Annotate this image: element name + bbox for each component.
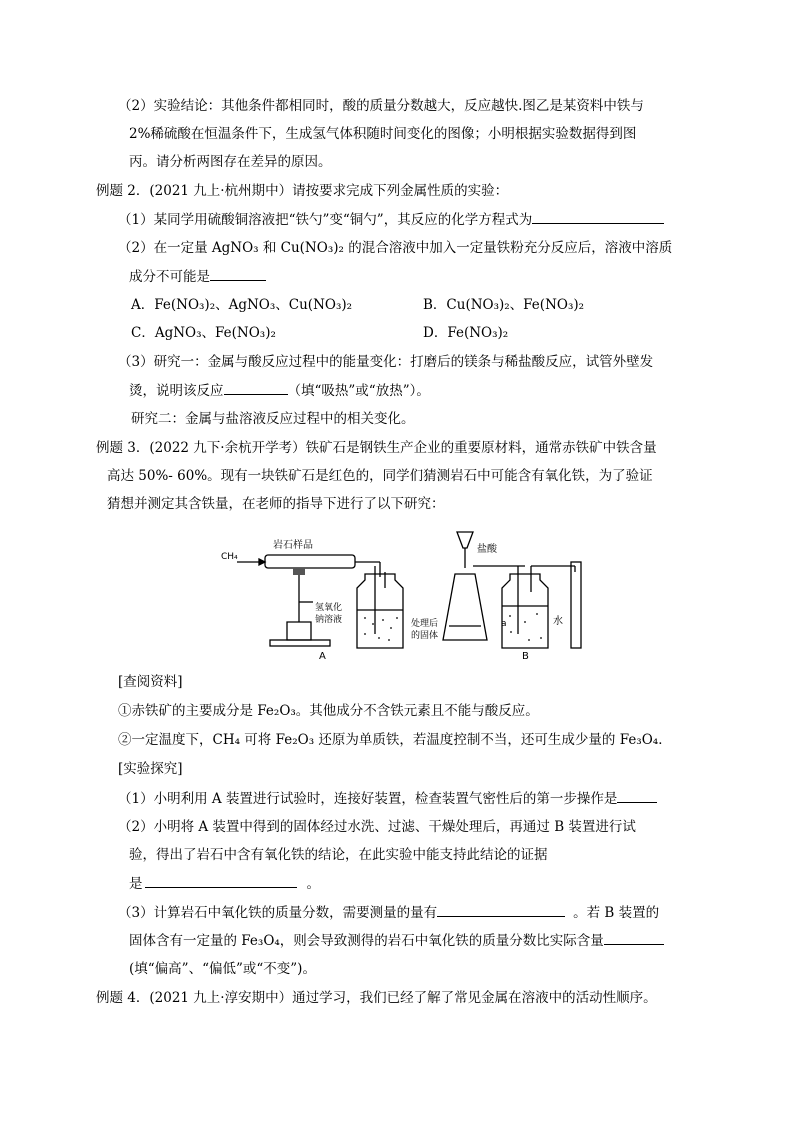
section-heading: [实验探究] <box>118 761 183 777</box>
question-text: （1）小明利用 A 装置进行试验时，连接好装置，检查装置气密性后的第一步操作是 <box>118 791 618 807</box>
text-line: 研究二：金属与盐溶液反应过程中的相关变化。 <box>131 411 415 427</box>
question-text: （3）计算岩石中氧化铁的质量分数，需要测量的量有 <box>118 905 438 921</box>
naoh-label-2: 钠溶液 <box>315 615 343 625</box>
example-2-heading: 例题 2．(2021 九上·杭州期中）请按要求完成下列金属性质的实验： <box>96 183 509 199</box>
naoh-label-1: 氢氧化 <box>315 603 343 613</box>
question-text: 。若 B 装置的 <box>573 905 660 921</box>
text-line: 2%稀硫酸在恒温条件下，生成氢气体积随时间变化的图像；小明根据实验数据得到图 <box>129 126 637 142</box>
question-line <box>118 209 664 230</box>
question-line <box>129 380 430 401</box>
question-line <box>129 266 266 287</box>
ch4-label: CH₄ <box>221 552 238 562</box>
text-line: （2）小明将 A 装置中得到的固体经过水洗、过滤、干燥处理后，再通过 B 装置进行试 <box>118 819 636 835</box>
question-text: 固体含有一定量的 Fe₃O₄，则会导致测得的岩石中氧化铁的质量分数比实际含量 <box>129 933 604 949</box>
solid-label-2: 的固体 <box>411 631 439 641</box>
question-text: 成分不可能是 <box>129 269 210 285</box>
text-line: 猜想并测定其含铁量，在老师的指导下进行了以下研究： <box>107 496 445 512</box>
acid-label: 盐酸 <box>477 544 497 555</box>
text-line: 高达 50%- 60%。现有一块铁矿石是红色的，同学们猜测岩石中可能含有氧化铁，为了验证 <box>107 468 653 484</box>
text-line: ②一定温度下，CH₄ 可将 Fe₂O₃ 还原为单质铁，若温度控制不当，还可生成少量的 Fe₃O₄． <box>118 732 672 748</box>
question-text: 烫，说明该反应 <box>129 383 224 399</box>
question-text: 是 <box>129 876 143 892</box>
text-line: 丙。请分析两图存在差异的原因。 <box>129 154 332 170</box>
answer-blank[interactable] <box>145 873 297 888</box>
option-d: D．Fe(NO₃)₂ <box>423 325 509 341</box>
answer-blank[interactable] <box>224 380 288 395</box>
question-line <box>129 873 320 894</box>
question-line <box>118 902 659 923</box>
option-a: A．Fe(NO₃)₂、AgNO₃、Cu(NO₃)₂ <box>131 297 353 313</box>
question-text: （填“吸热”或“放热”）。 <box>287 383 430 399</box>
example-3-heading: 例题 3．(2022 九下·余杭开学考）铁矿石是钢铁生产企业的重要原材料，通常赤铁矿中铁含量 <box>96 440 657 456</box>
solid-label-1: 处理后 <box>411 619 439 629</box>
text-line: 验，得出了岩石中含有氧化铁的结论，在此实验中能支持此结论的证据 <box>129 847 548 863</box>
example-4-heading: 例题 4．(2021 九上·淳安期中）通过学习，我们已经了解了常见金属在溶液中的活动性顺序。 <box>96 990 657 1006</box>
answer-blank[interactable] <box>437 902 565 917</box>
option-b: B．Cu(NO₃)₂、Fe(NO₃)₂ <box>423 297 585 313</box>
option-c: C．AgNO₃、Fe(NO₃)₂ <box>131 325 276 341</box>
sample-label: 岩石样品 <box>273 540 313 551</box>
apparatus-diagram <box>215 522 600 662</box>
label-a: A <box>319 651 326 662</box>
text-line: ①赤铁矿的主要成分是 Fe₂O₃。其他成分不含铁元素且不能与酸反应。 <box>118 703 539 719</box>
question-line <box>118 788 657 809</box>
question-line <box>129 930 664 951</box>
text-line: （2）实验结论：其他条件都相同时，酸的质量分数越大，反应越快.图乙是某资料中铁与 <box>118 98 644 114</box>
answer-blank[interactable] <box>617 788 657 803</box>
text-line: （2）在一定量 AgNO₃ 和 Cu(NO₃)₂ 的混合溶液中加入一定量铁粉充分反应后，溶液中溶质 <box>118 240 673 256</box>
answer-blank[interactable] <box>532 209 664 224</box>
text-line: (填“偏高”、“偏低”或“不变”)。 <box>129 961 316 977</box>
section-heading: [查阅资料] <box>118 674 183 690</box>
answer-blank[interactable] <box>604 930 664 945</box>
water-label: 水 <box>553 616 563 627</box>
question-text: （1）某同学用硫酸铜溶液把“铁勺”变“铜勺”，其反应的化学方程式为 <box>118 212 533 228</box>
answer-blank[interactable] <box>210 266 266 281</box>
label-b: B <box>522 651 529 662</box>
a-label: a <box>501 619 507 629</box>
question-text: 。 <box>306 876 320 892</box>
text-line: （3）研究一：金属与酸反应过程中的能量变化：打磨后的镁条与稀盐酸反应，试管外壁发 <box>118 354 654 370</box>
